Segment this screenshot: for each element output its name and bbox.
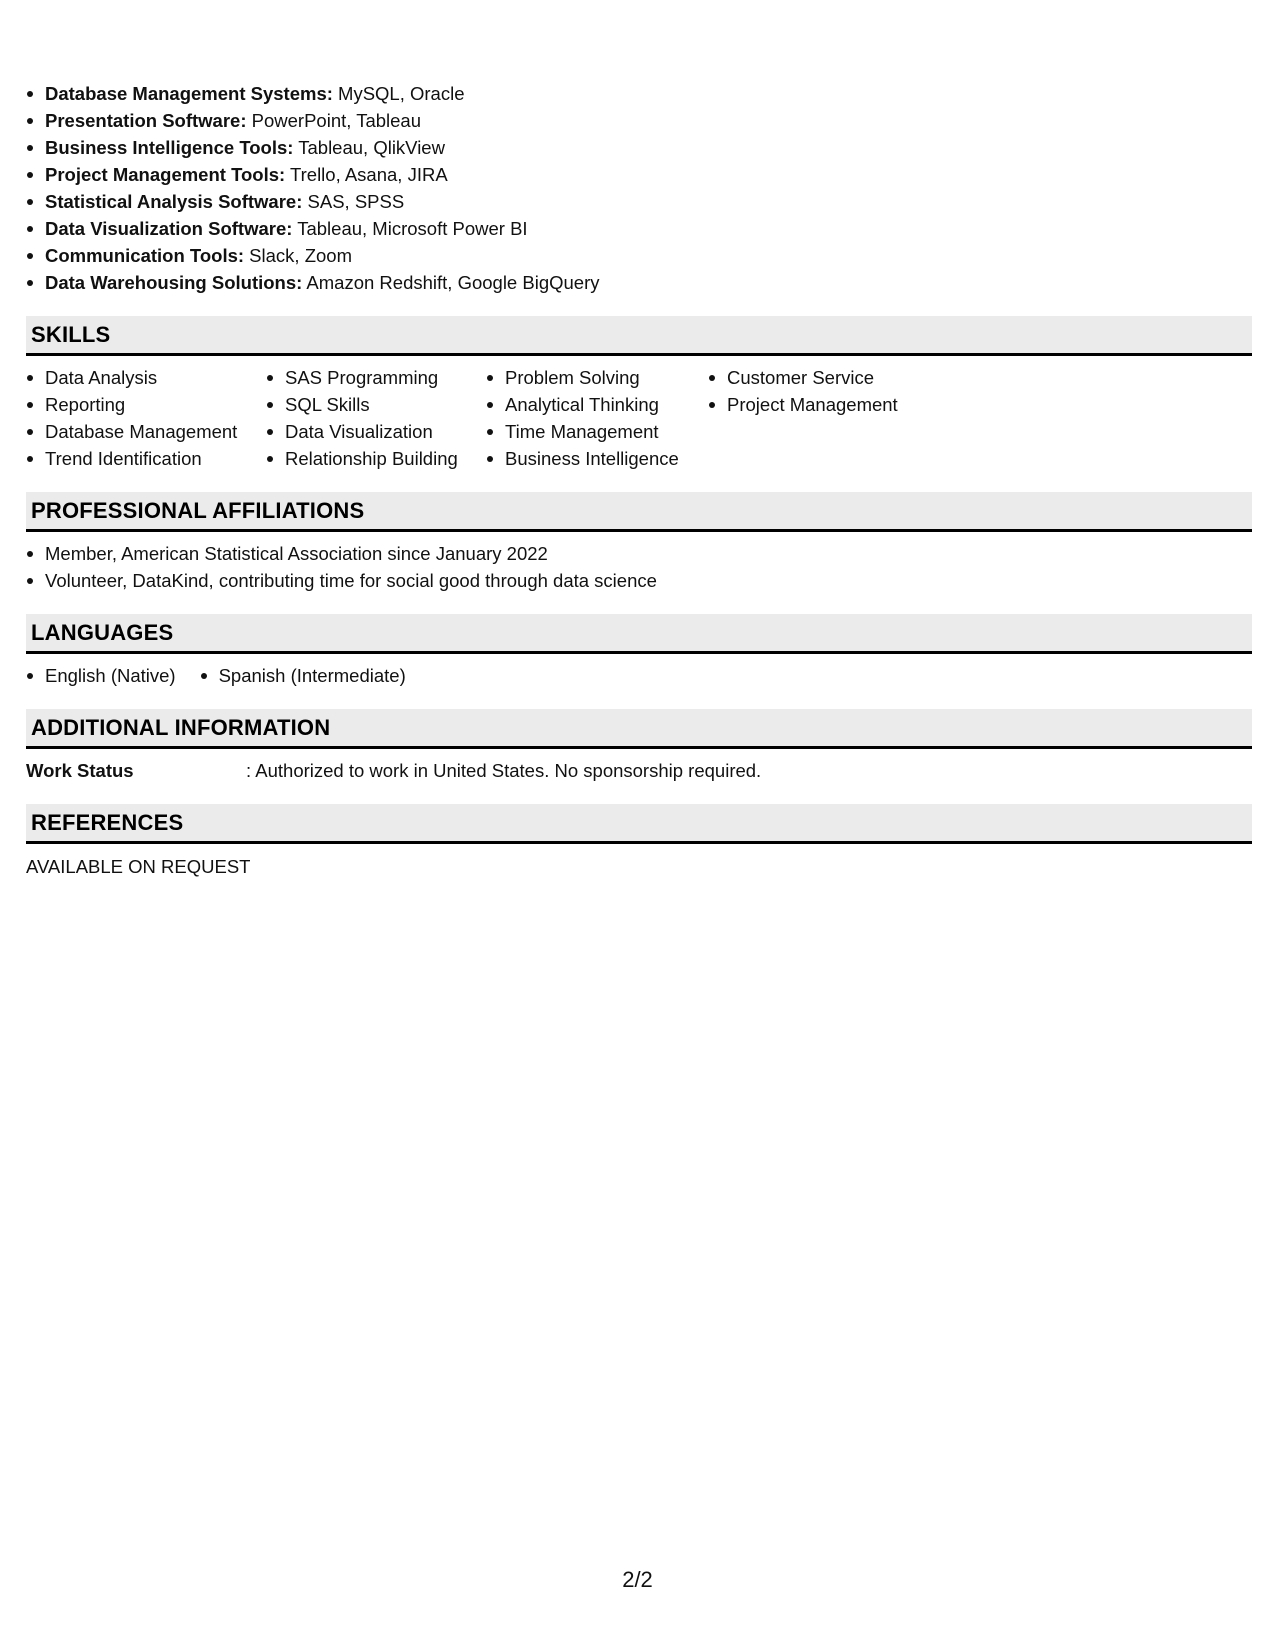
section-title: LANGUAGES [31,619,174,645]
references-section-header [26,804,1252,844]
affiliation-item: Volunteer, DataKind, contributing time for social good through data science [26,567,1252,594]
tools-list-item [26,188,1252,215]
tool-category-value: MySQL, Oracle [332,83,465,104]
affiliations-list [26,540,1252,594]
tool-category-label: Statistical Analysis Software: [45,191,303,212]
work-status-label: Work Status [26,760,134,781]
tools-list-item [26,269,1252,296]
skills-column [266,364,464,472]
affiliation-item: Member, American Statistical Association since January 2022 [26,540,1252,567]
skill-item: Database Management [26,418,244,445]
tool-category-label: Communication Tools: [45,245,245,266]
additional-info-section-header [26,709,1252,749]
section-title: REFERENCES [31,809,184,835]
skill-item: Analytical Thinking [486,391,686,418]
tool-category-value: Slack, Zoom [244,245,352,266]
page-number: 2/2 [622,1567,653,1592]
skill-item: Time Management [486,418,686,445]
skill-item: Problem Solving [486,364,686,391]
languages-list [26,662,1252,689]
tool-category-label: Data Warehousing Solutions: [45,272,303,293]
tool-category-value: Tableau, QlikView [293,137,445,158]
tool-category-value: SAS, SPSS [302,191,405,212]
tool-category-value: PowerPoint, Tableau [246,110,421,131]
section-title: ADDITIONAL INFORMATION [31,714,331,740]
tools-list [26,80,1252,296]
tool-category-label: Project Management Tools: [45,164,286,185]
language-item: English (Native) [26,662,176,689]
resume-page-2 [26,80,1252,880]
affiliations-section-header [26,492,1252,532]
skill-item: SQL Skills [266,391,464,418]
languages-section-header [26,614,1252,654]
tool-category-label: Presentation Software: [45,110,247,131]
tools-list-item [26,107,1252,134]
tool-category-label: Business Intelligence Tools: [45,137,294,158]
skill-item: Data Analysis [26,364,244,391]
tool-category-value: Amazon Redshift, Google BigQuery [302,272,600,293]
skill-item: Relationship Building [266,445,464,472]
skills-column [26,364,244,472]
tools-list-item [26,242,1252,269]
tools-list-item [26,80,1252,107]
skill-item: Project Management [708,391,908,418]
skill-item: SAS Programming [266,364,464,391]
tools-list-item [26,215,1252,242]
references-text: AVAILABLE ON REQUEST [26,856,251,877]
work-status-value: : Authorized to work in United States. No sponsorship required. [246,760,762,781]
tool-category-value: Trello, Asana, JIRA [285,164,448,185]
skills-section-header [26,316,1252,356]
section-title: PROFESSIONAL AFFILIATIONS [31,497,365,523]
tool-category-value: Tableau, Microsoft Power BI [292,218,528,239]
skill-item: Customer Service [708,364,908,391]
tool-category-label: Database Management Systems: [45,83,333,104]
tools-list-item [26,161,1252,188]
tools-list-item [26,134,1252,161]
skill-item: Data Visualization [266,418,464,445]
skill-item: Business Intelligence [486,445,686,472]
skill-item: Reporting [26,391,244,418]
skills-column [708,364,908,472]
section-title: SKILLS [31,321,111,347]
skills-column [486,364,686,472]
work-status-row [26,757,1252,784]
language-item: Spanish (Intermediate) [200,662,406,689]
skill-item: Trend Identification [26,445,244,472]
skills-grid [26,364,1252,472]
tool-category-label: Data Visualization Software: [45,218,293,239]
